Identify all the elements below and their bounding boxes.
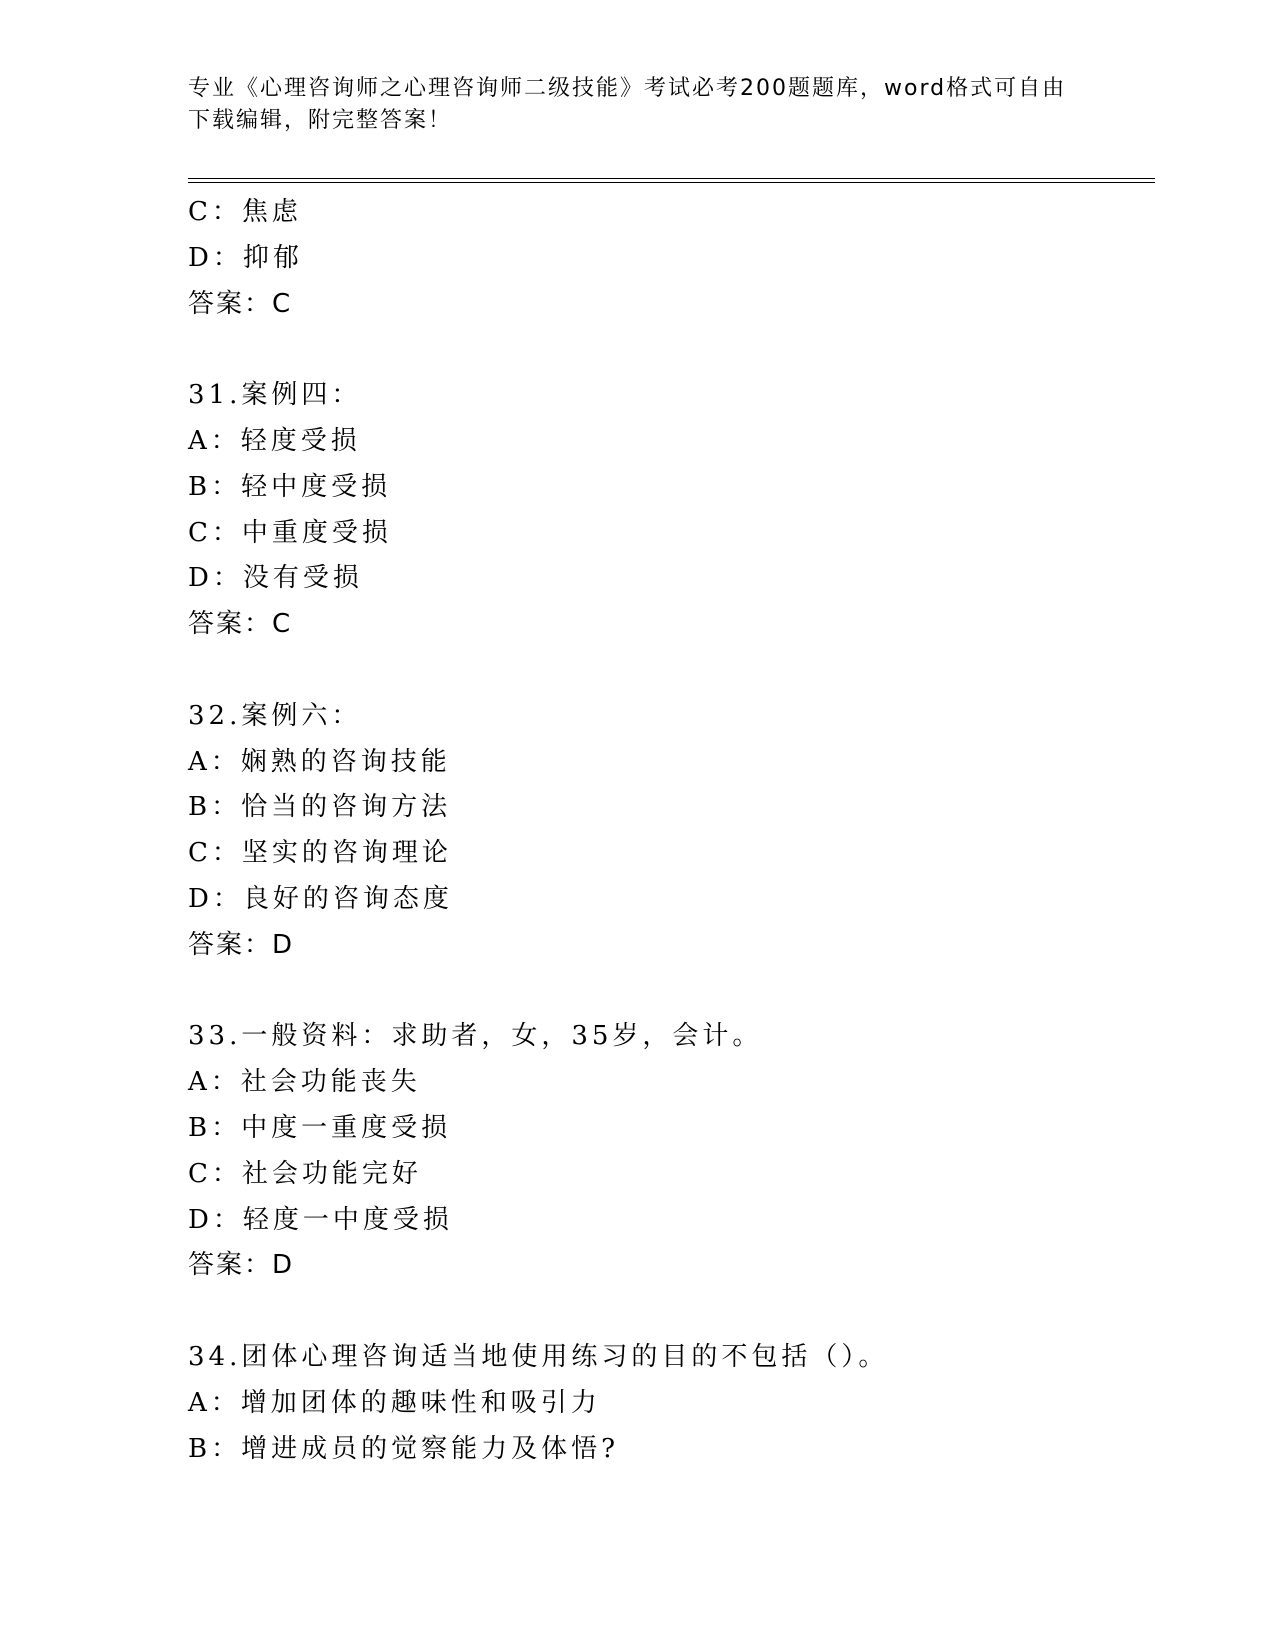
answer-line: 答案：C: [188, 609, 293, 640]
document-header: 专业《心理咨询师之心理咨询师二级技能》考试必考200题题库，word格式可自由下载编辑，附完整答案！: [188, 76, 1067, 133]
option-line: D：抑郁: [188, 242, 303, 273]
option-line: C：中重度受损: [188, 517, 392, 548]
option-line: B：恰当的咨询方法: [188, 792, 452, 823]
question-stem: 34.团体心理咨询适当地使用练习的目的不包括（）。: [188, 1341, 889, 1372]
option-line: D：轻度一中度受损: [188, 1204, 453, 1235]
question-stem: 33.一般资料：求助者，女，35岁，会计。: [188, 1021, 763, 1052]
option-line: A：轻度受损: [188, 425, 361, 456]
option-line: A：增加团体的趣味性和吸引力: [188, 1387, 601, 1418]
option-line: A：社会功能丧失: [188, 1067, 421, 1098]
option-line: D：没有受损: [188, 563, 363, 594]
header-rule-bottom: [188, 182, 1155, 183]
answer-line: 答案：C: [188, 288, 293, 319]
question-stem: 31.案例四：: [188, 380, 362, 411]
option-line: D：良好的咨询态度: [188, 883, 453, 914]
option-line: B：中度一重度受损: [188, 1112, 452, 1143]
answer-line: 答案：D: [188, 929, 295, 960]
option-line: C：坚实的咨询理论: [188, 838, 452, 869]
option-line: C：社会功能完好: [188, 1158, 422, 1189]
option-line: B：轻中度受损: [188, 471, 392, 502]
question-list: [188, 190, 1148, 1472]
spacer: [188, 1289, 1148, 1335]
spacer: [188, 327, 1148, 373]
option-line: B：增进成员的觉察能力及体悟?: [188, 1433, 620, 1464]
answer-line: 答案：D: [188, 1250, 295, 1281]
header-rule-top: [188, 178, 1155, 179]
question-stem: 32.案例六：: [188, 700, 362, 731]
option-line: C：焦虑: [188, 197, 302, 227]
spacer: [188, 969, 1148, 1015]
option-line: A：娴熟的咨询技能: [188, 746, 451, 777]
spacer: [188, 648, 1148, 694]
